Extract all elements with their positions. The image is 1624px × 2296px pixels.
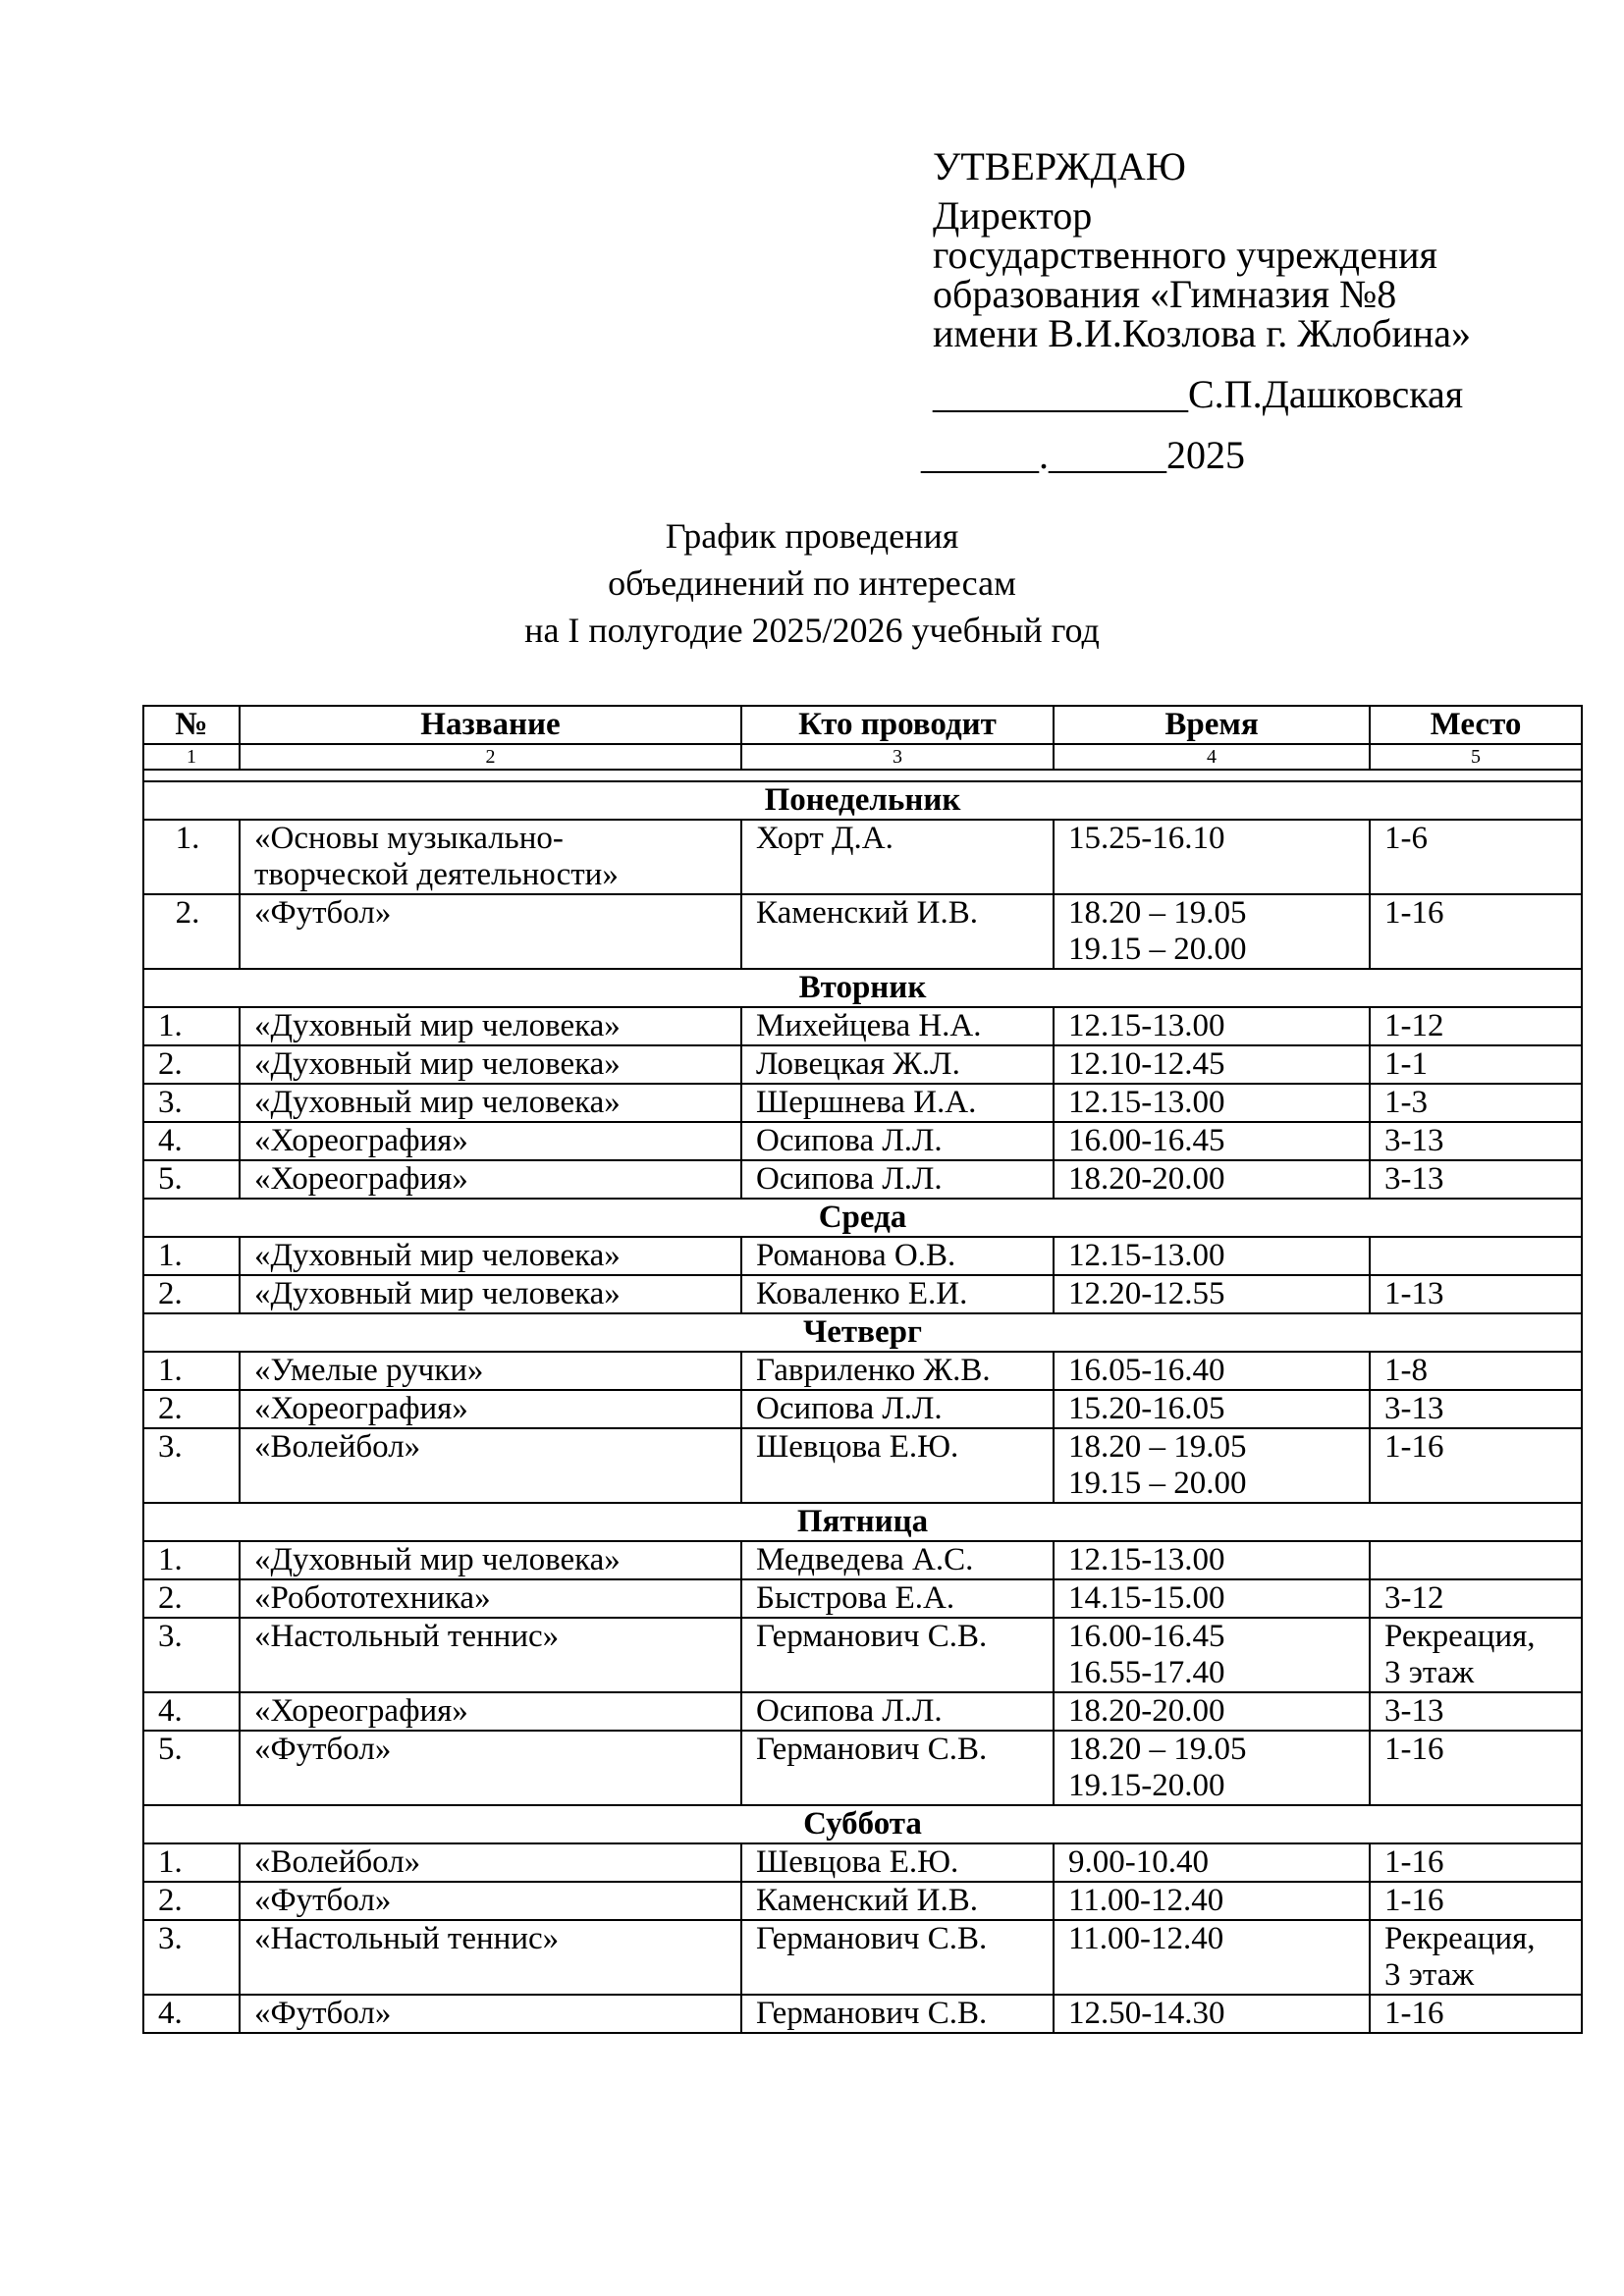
row-number: 3. [143, 1920, 240, 1995]
activity-name: «Хореография» [240, 1122, 741, 1160]
table-row [143, 1122, 1582, 1160]
row-number: 4. [143, 1122, 240, 1160]
approval-org-line: имени В.И.Козлова г. Жлобина» [933, 311, 1472, 355]
row-number: 2. [143, 1882, 240, 1920]
table-row [143, 1160, 1582, 1199]
header-row [143, 706, 1582, 744]
row-number: 5. [143, 1731, 240, 1805]
approval-heading: УТВЕРЖДАЮ [933, 144, 1186, 188]
day-row [143, 1313, 1582, 1352]
row-number: 4. [143, 1995, 240, 2033]
room: Рекреация, 3 этаж [1370, 1920, 1582, 1995]
time-slot: 15.25-16.10 [1054, 820, 1370, 894]
teacher-name: Коваленко Е.И. [741, 1275, 1054, 1313]
time-slot: 18.20 – 19.05 19.15 – 20.00 [1054, 1428, 1370, 1503]
activity-name: «Духовный мир человека» [240, 1275, 741, 1313]
row-number: 1. [143, 1237, 240, 1275]
teacher-name: Быстрова Е.А. [741, 1579, 1054, 1618]
table-row [143, 820, 1582, 894]
row-number: 4. [143, 1692, 240, 1731]
time-slot: 12.15-13.00 [1054, 1007, 1370, 1045]
table-row [143, 1882, 1582, 1920]
teacher-name: Медведева А.С. [741, 1541, 1054, 1579]
day-heading: Суббота [143, 1805, 1582, 1843]
column-number: 2 [240, 744, 741, 770]
activity-name: «Футбол» [240, 894, 741, 969]
teacher-name: Романова О.В. [741, 1237, 1054, 1275]
spacer-row [143, 770, 1582, 781]
time-slot: 16.05-16.40 [1054, 1352, 1370, 1390]
signature-line: _____________С.П.Дашковская [933, 372, 1464, 416]
header-time: Время [1054, 706, 1370, 744]
activity-name: «Волейбол» [240, 1843, 741, 1882]
spacer-cell [143, 770, 1582, 781]
time-slot: 14.15-15.00 [1054, 1579, 1370, 1618]
time-slot: 12.50-14.30 [1054, 1995, 1370, 2033]
schedule-table [142, 705, 1583, 2034]
day-row [143, 1503, 1582, 1541]
row-number: 1. [143, 820, 240, 894]
approval-org-line: государственного учреждения [933, 233, 1437, 277]
approval-org-line: образования «Гимназия №8 [933, 272, 1397, 316]
activity-name: «Духовный мир человека» [240, 1237, 741, 1275]
row-number: 5. [143, 1160, 240, 1199]
table-row [143, 1390, 1582, 1428]
row-number: 1. [143, 1541, 240, 1579]
time-slot: 12.15-13.00 [1054, 1237, 1370, 1275]
document-title [0, 512, 1624, 654]
day-heading: Четверг [143, 1313, 1582, 1352]
teacher-name: Осипова Л.Л. [741, 1390, 1054, 1428]
time-slot: 12.15-13.00 [1054, 1084, 1370, 1122]
activity-name: «Настольный теннис» [240, 1618, 741, 1692]
time-slot: 18.20-20.00 [1054, 1692, 1370, 1731]
room: 1-3 [1370, 1084, 1582, 1122]
activity-name: «Волейбол» [240, 1428, 741, 1503]
time-slot: 12.10-12.45 [1054, 1045, 1370, 1084]
table-row [143, 1428, 1582, 1503]
day-heading: Пятница [143, 1503, 1582, 1541]
room: 1-16 [1370, 894, 1582, 969]
table-row [143, 1995, 1582, 2033]
activity-name: «Настольный теннис» [240, 1920, 741, 1995]
time-slot: 18.20-20.00 [1054, 1160, 1370, 1199]
row-number: 2. [143, 894, 240, 969]
room: 3-13 [1370, 1390, 1582, 1428]
time-slot: 15.20-16.05 [1054, 1390, 1370, 1428]
table-row [143, 1731, 1582, 1805]
table-row [143, 1541, 1582, 1579]
column-number: 3 [741, 744, 1054, 770]
row-number: 2. [143, 1275, 240, 1313]
table-row [143, 1618, 1582, 1692]
row-number: 3. [143, 1428, 240, 1503]
room: 1-16 [1370, 1731, 1582, 1805]
room: Рекреация, 3 этаж [1370, 1618, 1582, 1692]
activity-name: «Духовный мир человека» [240, 1084, 741, 1122]
approval-position: Директор [933, 193, 1093, 238]
room: 3-13 [1370, 1160, 1582, 1199]
teacher-name: Каменский И.В. [741, 1882, 1054, 1920]
room: 1-16 [1370, 1428, 1582, 1503]
time-slot: 18.20 – 19.05 19.15-20.00 [1054, 1731, 1370, 1805]
time-slot: 11.00-12.40 [1054, 1882, 1370, 1920]
table-row [143, 1275, 1582, 1313]
teacher-name: Ловецкая Ж.Л. [741, 1045, 1054, 1084]
row-number: 2. [143, 1579, 240, 1618]
row-number: 2. [143, 1045, 240, 1084]
room: 3-13 [1370, 1122, 1582, 1160]
teacher-name: Хорт Д.А. [741, 820, 1054, 894]
teacher-name: Осипова Л.Л. [741, 1692, 1054, 1731]
table-row [143, 894, 1582, 969]
time-slot: 11.00-12.40 [1054, 1920, 1370, 1995]
time-slot: 12.20-12.55 [1054, 1275, 1370, 1313]
activity-name: «Робототехника» [240, 1579, 741, 1618]
table-row [143, 1692, 1582, 1731]
teacher-name: Германович С.В. [741, 1920, 1054, 1995]
header-number: № [143, 706, 240, 744]
day-row [143, 1199, 1582, 1237]
time-slot: 9.00-10.40 [1054, 1843, 1370, 1882]
teacher-name: Шевцова Е.Ю. [741, 1428, 1054, 1503]
table-row [143, 1579, 1582, 1618]
date-line: ______.______2025 [921, 433, 1245, 477]
teacher-name: Осипова Л.Л. [741, 1122, 1054, 1160]
room: 3-12 [1370, 1579, 1582, 1618]
time-slot: 16.00-16.45 [1054, 1122, 1370, 1160]
column-number: 4 [1054, 744, 1370, 770]
activity-name: «Духовный мир человека» [240, 1541, 741, 1579]
room [1370, 1541, 1582, 1579]
teacher-name: Шершнева И.А. [741, 1084, 1054, 1122]
room: 1-1 [1370, 1045, 1582, 1084]
header-name: Название [240, 706, 741, 744]
room: 1-16 [1370, 1882, 1582, 1920]
row-number: 3. [143, 1618, 240, 1692]
header-teacher: Кто проводит [741, 706, 1054, 744]
table-row [143, 1920, 1582, 1995]
room: 1-6 [1370, 820, 1582, 894]
activity-name: «Духовный мир человека» [240, 1007, 741, 1045]
table-row [143, 1084, 1582, 1122]
teacher-name: Гавриленко Ж.В. [741, 1352, 1054, 1390]
column-number: 1 [143, 744, 240, 770]
day-row [143, 969, 1582, 1007]
title-line: на I полугодие 2025/2026 учебный год [524, 611, 1100, 650]
day-heading: Понедельник [143, 781, 1582, 820]
time-slot: 12.15-13.00 [1054, 1541, 1370, 1579]
row-number: 1. [143, 1352, 240, 1390]
table-row [143, 1045, 1582, 1084]
column-number: 5 [1370, 744, 1582, 770]
time-slot: 16.00-16.45 16.55-17.40 [1054, 1618, 1370, 1692]
room [1370, 1237, 1582, 1275]
column-number-row [143, 744, 1582, 770]
room: 1-12 [1370, 1007, 1582, 1045]
activity-name: «Хореография» [240, 1160, 741, 1199]
teacher-name: Шевцова Е.Ю. [741, 1843, 1054, 1882]
room: 3-13 [1370, 1692, 1582, 1731]
teacher-name: Осипова Л.Л. [741, 1160, 1054, 1199]
table-row [143, 1352, 1582, 1390]
title-line: График проведения [665, 516, 959, 556]
activity-name: «Духовный мир человека» [240, 1045, 741, 1084]
row-number: 1. [143, 1843, 240, 1882]
header-place: Место [1370, 706, 1582, 744]
title-line: объединений по интересам [608, 563, 1016, 603]
time-slot: 18.20 – 19.05 19.15 – 20.00 [1054, 894, 1370, 969]
row-number: 2. [143, 1390, 240, 1428]
room: 1-13 [1370, 1275, 1582, 1313]
table-row [143, 1007, 1582, 1045]
schedule-body [143, 781, 1582, 2033]
activity-name: «Хореография» [240, 1692, 741, 1731]
teacher-name: Германович С.В. [741, 1731, 1054, 1805]
activity-name: «Основы музыкально- творческой деятельности» [240, 820, 741, 894]
approval-block [921, 144, 1472, 477]
table-row [143, 1843, 1582, 1882]
teacher-name: Германович С.В. [741, 1995, 1054, 2033]
row-number: 1. [143, 1007, 240, 1045]
day-row [143, 781, 1582, 820]
teacher-name: Михейцева Н.А. [741, 1007, 1054, 1045]
activity-name: «Футбол» [240, 1731, 741, 1805]
room: 1-8 [1370, 1352, 1582, 1390]
teacher-name: Каменский И.В. [741, 894, 1054, 969]
day-heading: Среда [143, 1199, 1582, 1237]
activity-name: «Умелые ручки» [240, 1352, 741, 1390]
teacher-name: Германович С.В. [741, 1618, 1054, 1692]
room: 1-16 [1370, 1995, 1582, 2033]
room: 1-16 [1370, 1843, 1582, 1882]
day-heading: Вторник [143, 969, 1582, 1007]
activity-name: «Хореография» [240, 1390, 741, 1428]
activity-name: «Футбол» [240, 1882, 741, 1920]
day-row [143, 1805, 1582, 1843]
row-number: 3. [143, 1084, 240, 1122]
table-row [143, 1237, 1582, 1275]
activity-name: «Футбол» [240, 1995, 741, 2033]
